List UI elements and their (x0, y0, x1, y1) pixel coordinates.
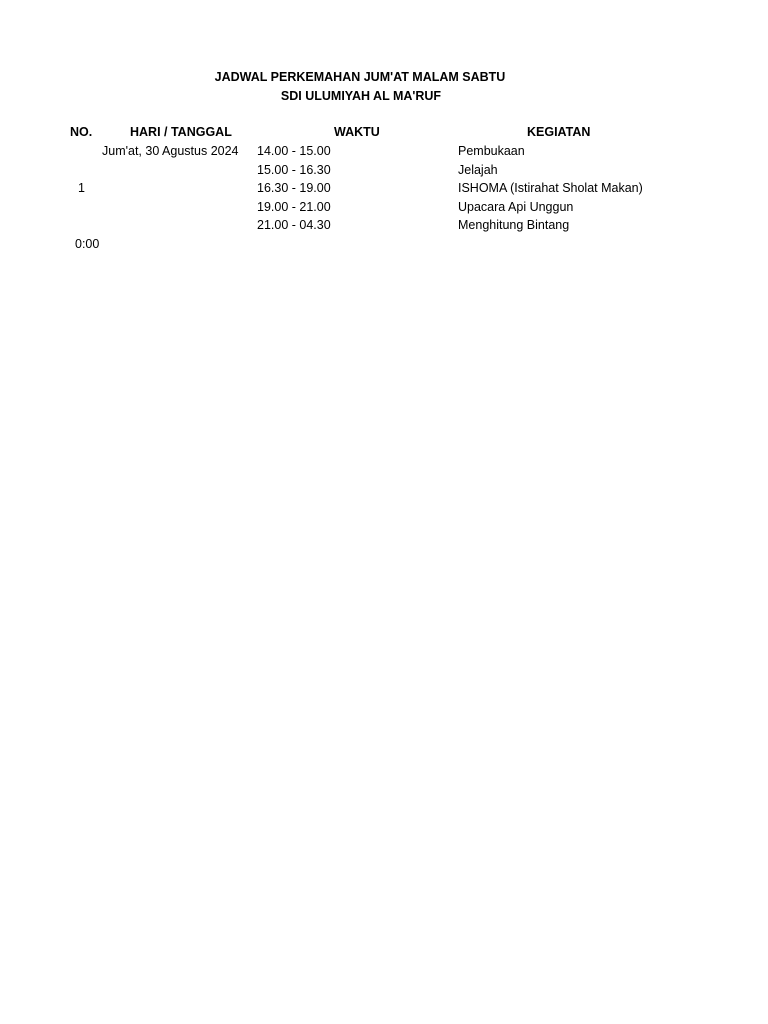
cell-kegiatan: Jelajah (458, 163, 498, 177)
cell-waktu: 14.00 - 15.00 (257, 144, 331, 158)
cell-waktu: 16.30 - 19.00 (257, 181, 331, 195)
cell-no: 1 (78, 181, 85, 195)
header-kegiatan: KEGIATAN (527, 125, 591, 139)
header-no: NO. (70, 125, 93, 139)
cell-waktu: 15.00 - 16.30 (257, 163, 331, 177)
header-hari-tanggal: HARI / TANGGAL (130, 125, 232, 139)
cell-kegiatan: ISHOMA (Istirahat Sholat Makan) (458, 181, 643, 195)
document-subtitle: SDI ULUMIYAH AL MA'RUF (280, 89, 442, 103)
cell-kegiatan: Menghitung Bintang (458, 218, 570, 232)
document-title: JADWAL PERKEMAHAN JUM'AT MALAM SABTU (214, 70, 506, 84)
cell-kegiatan: Pembukaan (458, 144, 525, 158)
cell-waktu: 21.00 - 04.30 (257, 218, 331, 232)
cell-hari-tanggal: Jum'at, 30 Agustus 2024 (102, 144, 239, 158)
header-waktu: WAKTU (334, 125, 380, 139)
cell-waktu: 19.00 - 21.00 (257, 200, 331, 214)
trailing-time-value: 0:00 (75, 237, 100, 251)
cell-kegiatan: Upacara Api Unggun (458, 200, 574, 214)
